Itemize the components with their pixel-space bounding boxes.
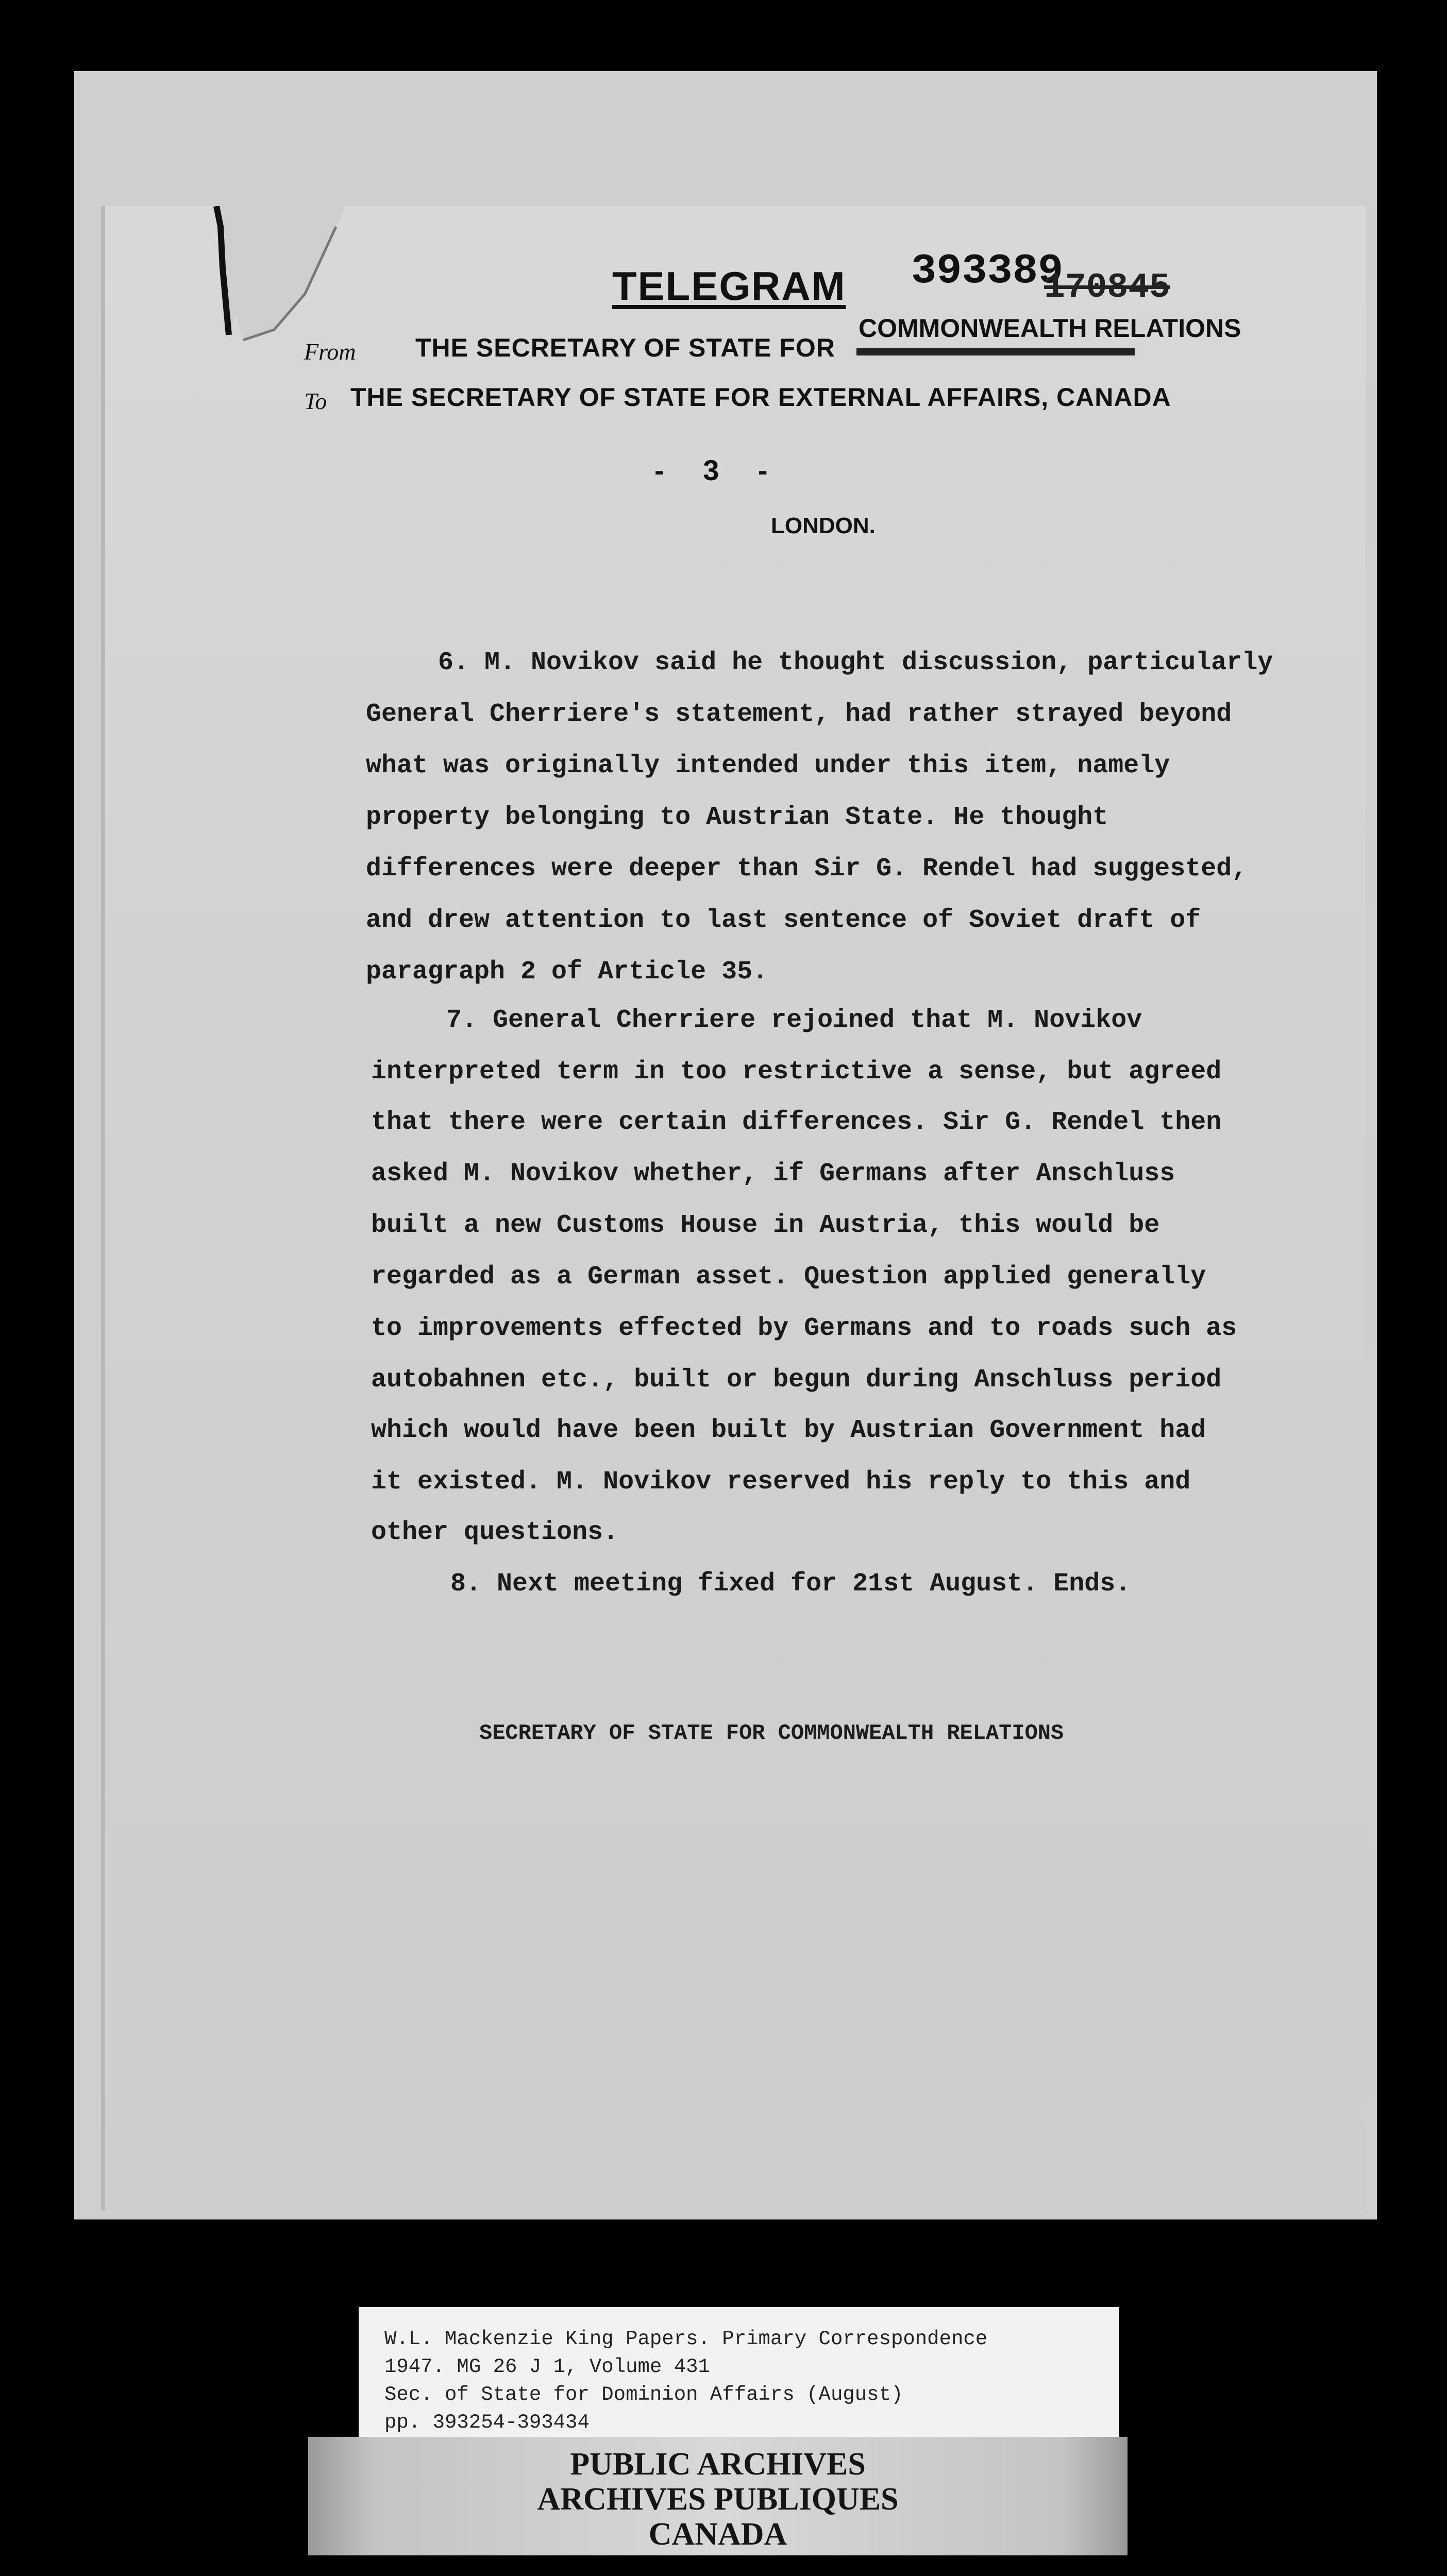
commonwealth-relations-insert: COMMONWEALTH RELATIONS bbox=[859, 314, 1241, 343]
archive-label bbox=[359, 2307, 1119, 2445]
archive-label-line: Sec. of State for Dominion Affairs (August) bbox=[384, 2383, 903, 2406]
body-line: regarded as a German asset. Question applied generally bbox=[371, 1262, 1206, 1292]
archive-stamp bbox=[308, 2437, 1128, 2555]
body-line: what was originally intended under this item, namely bbox=[366, 751, 1170, 781]
torn-corner bbox=[120, 206, 346, 350]
archive-label-line: W.L. Mackenzie King Papers. Primary Correspondence bbox=[384, 2328, 988, 2350]
body-line: other questions. bbox=[371, 1518, 619, 1547]
to-label: To bbox=[304, 388, 327, 414]
from-label: From bbox=[304, 338, 356, 365]
archive-label-line: pp. 393254-393434 bbox=[384, 2411, 590, 2434]
body-line: that there were certain differences. Sir G. Rendel then bbox=[371, 1108, 1222, 1137]
document-number: 393389 bbox=[911, 247, 1064, 295]
body-line: paragraph 2 of Article 35. bbox=[366, 957, 768, 987]
body-line: General Cherriere's statement, had rather strayed beyond bbox=[366, 700, 1232, 729]
strike-out-bar bbox=[856, 348, 1135, 355]
body-line: 6. M. Novikov said he thought discussion, particularly bbox=[438, 648, 1273, 677]
body-line: and drew attention to last sentence of Soviet draft of bbox=[366, 906, 1201, 935]
archive-label-line: 1947. MG 26 J 1, Volume 431 bbox=[384, 2355, 710, 2378]
body-line: 7. General Cherriere rejoined that M. Novikov bbox=[446, 1006, 1142, 1035]
signature-line: SECRETARY OF STATE FOR COMMONWEALTH RELATIONS bbox=[479, 1721, 1064, 1745]
telegram-title: TELEGRAM bbox=[612, 263, 846, 309]
body-line: autobahnen etc., built or begun during Anschluss period bbox=[371, 1365, 1222, 1395]
page-number: - 3 - bbox=[654, 454, 768, 486]
body-line: differences were deeper than Sir G. Rendel had suggested, bbox=[366, 854, 1248, 884]
body-line: to improvements effected by Germans and to roads such as bbox=[371, 1314, 1237, 1343]
stamp-line: CANADA bbox=[648, 2517, 787, 2552]
struck-document-number: 170845 bbox=[1044, 268, 1170, 308]
body-line: interpreted term in too restrictive a sense, but agreed bbox=[371, 1057, 1222, 1087]
location: LONDON. bbox=[771, 513, 876, 538]
from-text: THE SECRETARY OF STATE FOR bbox=[415, 333, 835, 362]
body-line: it existed. M. Novikov reserved his reply to this and bbox=[371, 1467, 1191, 1497]
stamp-line: ARCHIVES PUBLIQUES bbox=[537, 2482, 899, 2517]
body-line: property belonging to Austrian State. He thought bbox=[366, 803, 1108, 832]
body-line: built a new Customs House in Austria, this would be bbox=[371, 1211, 1160, 1240]
to-text: THE SECRETARY OF STATE FOR EXTERNAL AFFAIRS, CANADA bbox=[350, 383, 1171, 412]
body-line: asked M. Novikov whether, if Germans after Anschluss bbox=[371, 1159, 1175, 1189]
body-line: which would have been built by Austrian Government had bbox=[371, 1416, 1206, 1445]
telegram-page bbox=[101, 206, 1366, 2210]
stamp-line: PUBLIC ARCHIVES bbox=[570, 2447, 866, 2482]
body-line: 8. Next meeting fixed for 21st August. Ends. bbox=[450, 1569, 1131, 1599]
